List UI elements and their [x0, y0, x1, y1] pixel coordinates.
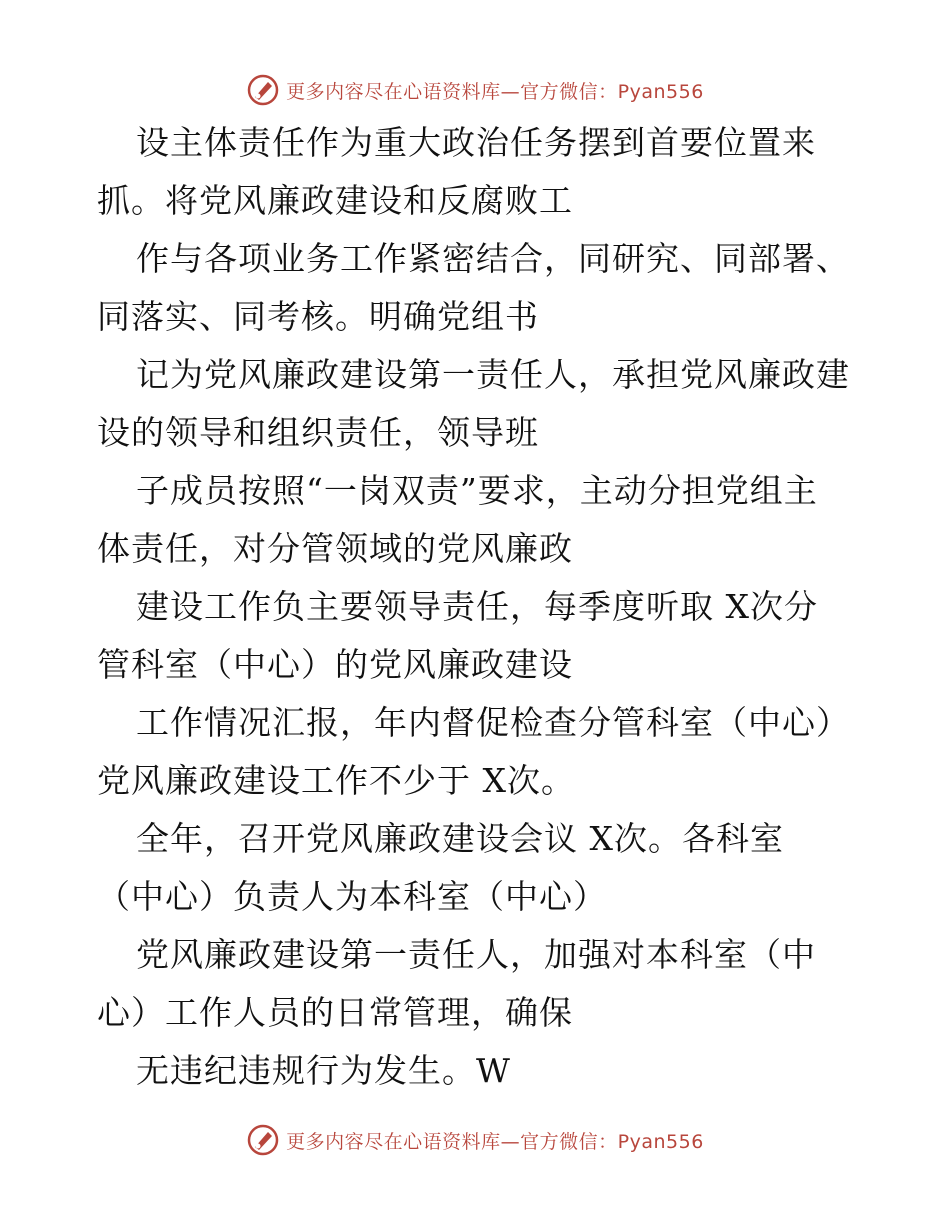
body-line: 设的领导和组织责任，领导班 [97, 413, 539, 452]
header-banner-text: 更多内容尽在心语资料库—官方微信：Pyan556 [286, 80, 704, 103]
footer-banner [0, 1120, 950, 1160]
body-line: 建设工作负主要领导责任，每季度听取 X次分 [136, 587, 818, 626]
body-line: 作与各项业务工作紧密结合，同研究、同部署、 [136, 239, 850, 278]
body-line: 记为党风廉政建设第一责任人，承担党风廉政建 [136, 355, 850, 394]
header-banner [0, 70, 950, 110]
body-line: 子成员按照“一岗双责”要求，主动分担党组主 [136, 471, 818, 510]
pen-logo-icon [246, 73, 280, 107]
footer-banner-text: 更多内容尽在心语资料库—官方微信：Pyan556 [286, 1130, 704, 1153]
body-line: 党风廉政建设工作不少于 X次。 [97, 761, 575, 800]
body-line: 全年，召开党风廉政建设会议 X次。各科室 [136, 819, 784, 858]
body-line: 工作情况汇报，年内督促检查分管科室（中心） [136, 703, 850, 742]
body-line: 抓。将党风廉政建设和反腐败工 [97, 181, 573, 220]
body-line: 无违纪违规行为发生。W [136, 1051, 511, 1090]
body-line: 体责任，对分管领域的党风廉政 [97, 529, 573, 568]
body-line: 心）工作人员的日常管理，确保 [97, 993, 573, 1032]
body-line: 设主体责任作为重大政治任务摆到首要位置来 [136, 123, 816, 162]
body-line: 同落实、同考核。明确党组书 [97, 297, 539, 336]
pen-logo-icon [246, 1123, 280, 1157]
body-line: 管科室（中心）的党风廉政建设 [97, 645, 573, 684]
body-line: （中心）负责人为本科室（中心） [97, 877, 607, 916]
body-line: 党风廉政建设第一责任人，加强对本科室（中 [136, 935, 816, 974]
